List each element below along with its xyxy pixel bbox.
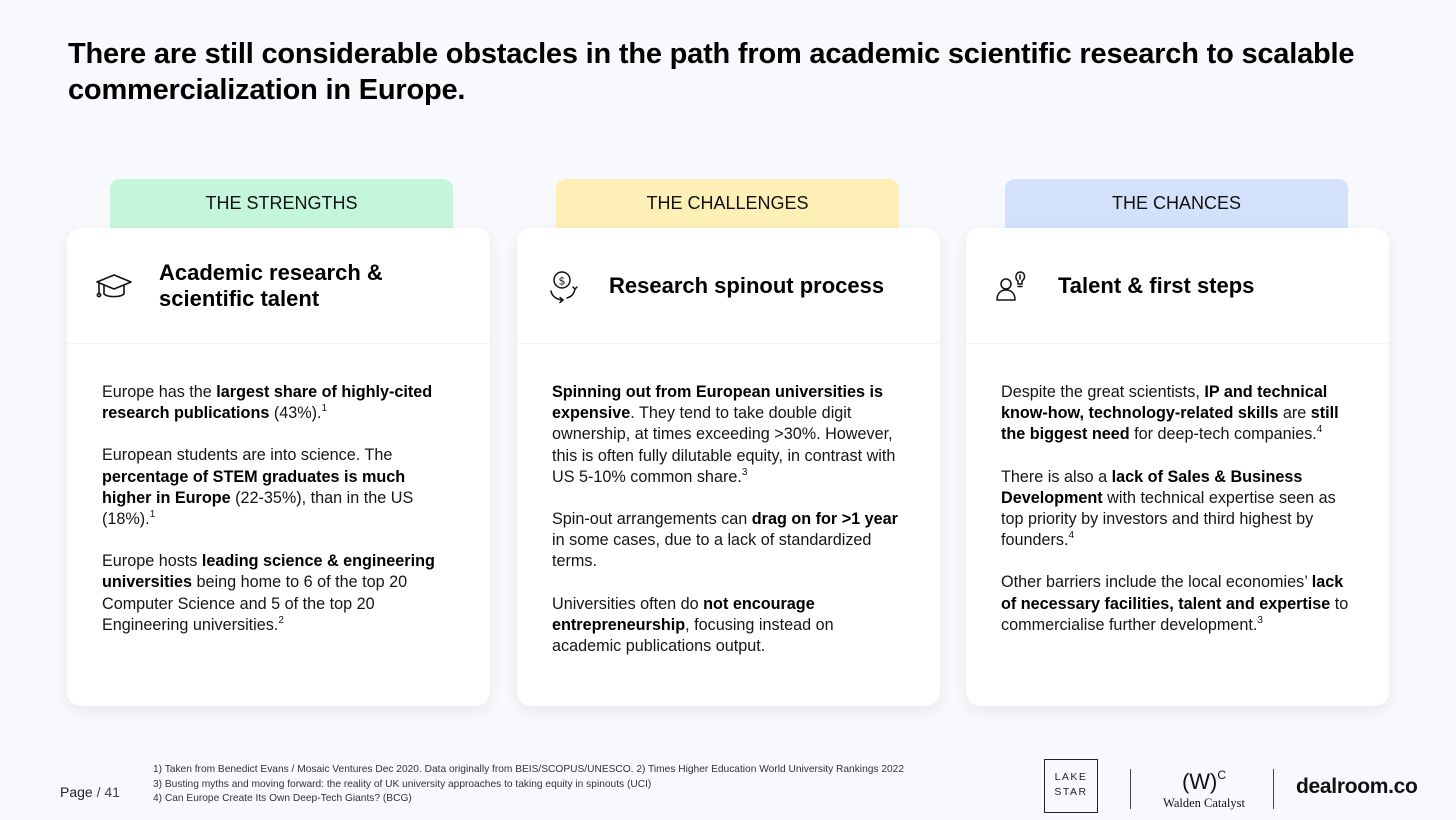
card-title-line: Academic research &: [159, 259, 383, 285]
graduation-cap-icon: [95, 267, 133, 305]
bold-text: lack of Sales & Business Development: [1001, 467, 1303, 507]
bold-text: IP and technical know-how, technology-related skills: [1001, 383, 1328, 423]
divider: [1130, 769, 1131, 809]
logo-text: LAKE: [1054, 771, 1088, 783]
text: Europe has the: [102, 383, 217, 401]
page-title: There are still considerable obstacles in the path from academic scientific research to scalable commercialization in Europe.: [68, 38, 1355, 106]
text: (43%).: [269, 404, 322, 423]
tab-chances: THE CHANCES: [1005, 179, 1348, 229]
page-count: / 41: [96, 784, 120, 800]
body-paragraph: [102, 382, 456, 424]
page-label: Page: [60, 784, 93, 800]
card-body: [67, 344, 490, 636]
body-paragraph: [102, 551, 456, 636]
logo-text: Walden Catalyst: [1163, 796, 1245, 810]
person-lightbulb-icon: [994, 267, 1032, 305]
text: , focusing instead on academic publications output.: [552, 615, 834, 656]
text: to commercialise further development.: [1001, 594, 1349, 634]
body-paragraph: [102, 445, 456, 530]
body-paragraph: [552, 382, 906, 488]
footnote-ref: 3: [1257, 614, 1263, 626]
footnote-ref: 2: [278, 614, 284, 626]
text: Europe hosts: [102, 552, 202, 571]
text: in some cases, due to a lack of standardized terms.: [552, 531, 872, 571]
logo-text: (W): [1181, 769, 1218, 794]
card-title: [1058, 273, 1254, 299]
lake-star-logo: [1044, 759, 1098, 813]
text: being home to 6 of the top 20 Computer Science and 5 of the top 20 Engineering universities.: [102, 573, 408, 634]
card-body: [966, 344, 1389, 636]
footnote: 1) Taken from Benedict Evans / Mosaic Ventures Dec 2020. Data originally from BEIS/SCOPUS/UNESCO. 2) Times Higher Education World University Rankings 2022: [153, 764, 904, 775]
bold-text: percentage of STEM graduates is much higher in Europe: [102, 467, 406, 507]
card-challenges: [517, 228, 940, 706]
text: for deep-tech companies.: [1129, 425, 1317, 444]
body-paragraph: [552, 509, 906, 573]
bold-text: still the biggest need: [1001, 404, 1339, 444]
footnote-ref: 3: [741, 466, 748, 478]
body-paragraph: [1001, 467, 1355, 552]
footnote-ref: 1: [321, 403, 328, 415]
text: are: [1278, 404, 1311, 423]
logo-text: STAR: [1054, 786, 1088, 798]
card-title: [159, 260, 383, 312]
body-paragraph: [1001, 572, 1355, 636]
footnote-ref: 4: [1068, 530, 1075, 542]
tab-strengths: THE STRENGTHS: [110, 179, 453, 229]
bold-text: Spinning out from European universities is expensive: [552, 383, 883, 423]
footnotes: [153, 763, 904, 807]
footnote: 3) Busting myths and moving forward: the reality of UK university approaches to taking equity in spinouts (UCI): [153, 778, 652, 790]
card-title-line: Talent & first steps: [1058, 272, 1255, 298]
card-header: [517, 228, 940, 344]
text: There is also a: [1001, 467, 1112, 486]
footnote-ref: 4: [1316, 424, 1323, 436]
text: Despite the great scientists,: [1001, 383, 1205, 401]
svg-text:$: $: [558, 274, 566, 287]
bold-text: drag on for >1 year: [751, 510, 898, 529]
text: (22-35%), than in the US (18%).: [102, 488, 414, 529]
card-chances: [966, 228, 1389, 706]
card-title-line: scientific talent: [159, 285, 320, 311]
text: European students are into science. The: [102, 446, 393, 465]
card-body: [517, 344, 940, 657]
card-title: [609, 273, 884, 299]
walden-catalyst-logo: [1150, 762, 1258, 811]
bold-text: not encourage entrepreneurship: [552, 594, 815, 634]
money-cycle-icon: [545, 267, 583, 305]
card-title-line: Research spinout process: [609, 272, 885, 298]
text: Other barriers include the local economies’: [1001, 573, 1312, 592]
footnote: 4) Can Europe Create Its Own Deep-Tech Giants? (BCG): [153, 793, 412, 805]
bold-text: leading science & engineering universities: [102, 552, 435, 592]
logo-text: C: [1217, 768, 1227, 782]
text: Universities often do: [552, 594, 704, 613]
text: with technical expertise seen as top priority by investors and third highest by founders.: [1001, 488, 1336, 550]
logo-mark: [1150, 762, 1258, 795]
bold-text: largest share of highly-cited research publications: [102, 383, 433, 423]
body-paragraph: [552, 594, 906, 658]
body-paragraph: [1001, 382, 1355, 446]
footnote-ref: 1: [149, 509, 156, 521]
text: . They tend to take double digit ownership, at times exceeding >30%. However, this is often fully dilutable equity, in contrast with US 5-10% common share.: [552, 404, 896, 486]
bold-text: lack of necessary facilities, talent and expertise: [1001, 573, 1344, 613]
text: Spin-out arrangements can: [552, 510, 752, 529]
dealroom-logo: dealroom.co: [1296, 775, 1418, 798]
card-header: [67, 228, 490, 344]
page-number: [60, 784, 120, 800]
card-header: [966, 228, 1389, 344]
tab-challenges: THE CHALLENGES: [556, 179, 899, 229]
card-strengths: [67, 228, 490, 706]
divider: [1273, 769, 1274, 809]
